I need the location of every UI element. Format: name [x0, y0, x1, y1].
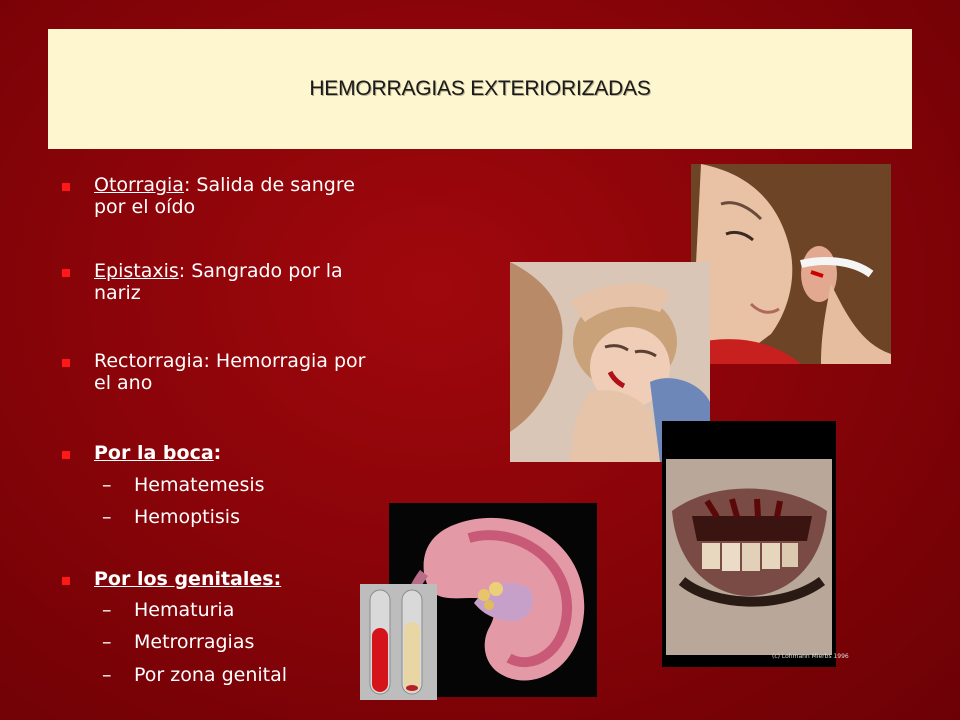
- dash-marker: –: [102, 599, 112, 621]
- urine-tubes-photo: [360, 584, 437, 700]
- sub-label: Por zona genital: [134, 664, 288, 686]
- def-rectorragia-line2: el ano: [94, 372, 153, 394]
- bullet-marker: [62, 269, 70, 277]
- def-epistaxis: : Sangrado por la: [178, 260, 343, 282]
- sub-label: Hematemesis: [134, 474, 265, 496]
- bullet-marker: [62, 451, 70, 459]
- sub-label: Hematuria: [134, 599, 235, 621]
- sub-hematuria: [102, 599, 234, 621]
- sub-label: Hemoptisis: [134, 506, 240, 528]
- bullet-marker: [62, 359, 70, 367]
- def-otorragia: : Salida de sangre: [183, 174, 355, 196]
- def-rectorragia: Rectorragia: Hemorragia por: [94, 350, 366, 372]
- photo-credit: (c) Lohmann Mierbs 1996: [772, 653, 849, 660]
- sub-label: Metrorragias: [134, 631, 255, 653]
- sub-hemoptisis: [102, 506, 240, 528]
- bullet-marker: [62, 183, 70, 191]
- sub-zona-genital: [102, 664, 287, 686]
- term-boca-colon: :: [213, 442, 222, 464]
- dash-marker: –: [102, 506, 112, 528]
- term-epistaxis: Epistaxis: [94, 260, 179, 282]
- term-otorragia: Otorragia: [94, 174, 184, 196]
- def-epistaxis-line2: nariz: [94, 282, 141, 304]
- title-box: [48, 29, 912, 149]
- dash-marker: –: [102, 664, 112, 686]
- dash-marker: –: [102, 474, 112, 496]
- bullet-marker: [62, 577, 70, 585]
- ear-bleeding-photo: [691, 164, 891, 364]
- slide-title: HEMORRAGIAS EXTERIORIZADAS: [309, 77, 651, 100]
- term-boca: Por la boca: [94, 442, 214, 464]
- dash-marker: –: [102, 631, 112, 653]
- sub-hematemesis: [102, 474, 265, 496]
- term-genitales: Por los genitales:: [94, 568, 282, 590]
- sub-metrorragias: [102, 631, 254, 653]
- mouth-bleeding-photo: [662, 421, 849, 667]
- def-otorragia-line2: por el oído: [94, 196, 196, 218]
